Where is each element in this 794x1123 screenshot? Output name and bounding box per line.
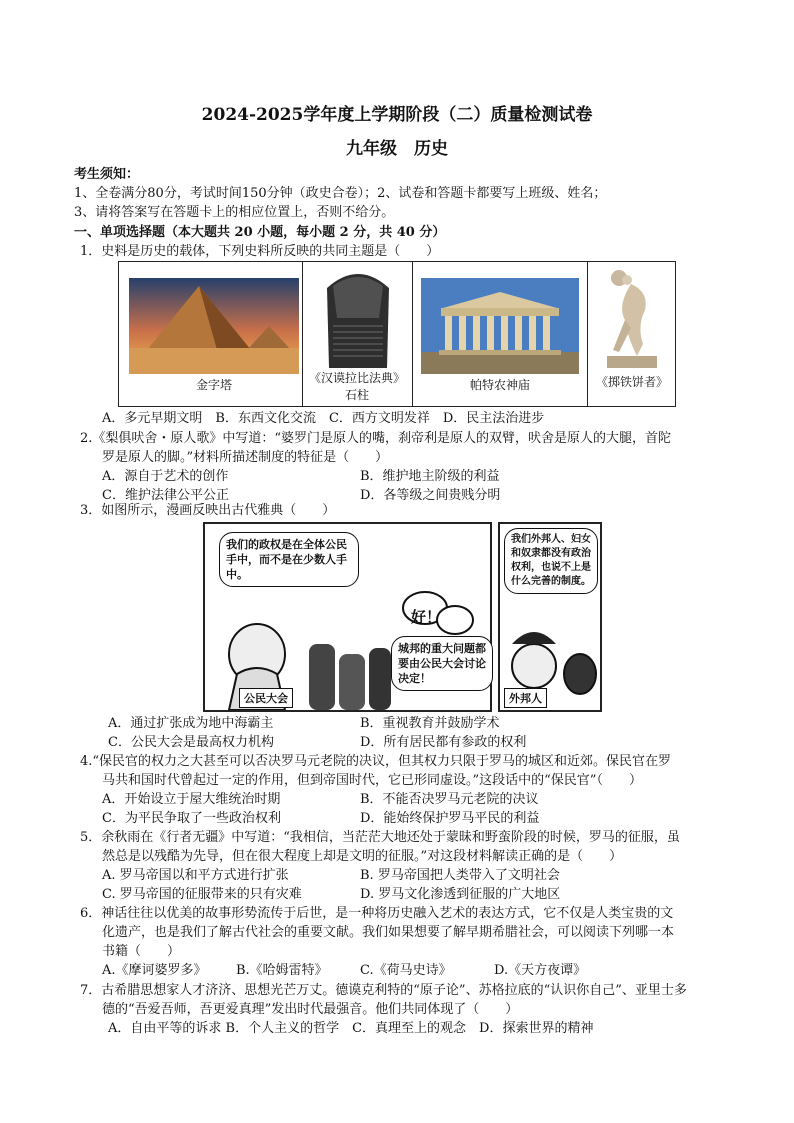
q5-stem-2: 然总是以残酷为先导，但在很大程度上却是文明的征服。”对这段材料解读正确的是（ ）	[102, 849, 623, 864]
cartoon-panel-1	[203, 522, 492, 712]
cartoon-panel-2	[498, 522, 602, 712]
notice-line-1: 1、全卷满分80分，考试时间150分钟（政史合卷）；2、试卷和答题卡都要写上班级、姓名；	[74, 186, 607, 201]
q6-stem-3: 书籍（ ）	[102, 944, 181, 959]
q1-stem: 1．史料是历史的载体，下列史料所反映的共同主题是（ ）	[80, 244, 440, 259]
q2-option-d: D．各等级之间贵贱分明	[360, 488, 501, 503]
caption-stele: 《汉谟拉比法典》石柱	[308, 371, 405, 402]
q6-stem-1: 6．神话往往以优美的故事形势流传于后世，是一种将历史融入艺术的表达方式，它不仅是人类宝贵的文	[80, 906, 674, 921]
page-title: 2024-2025学年度上学期阶段（二）质量检测试卷	[201, 105, 593, 125]
q7-stem-2: 德的“吾爱吾师，吾更爱真理”发出时代最强音。他们共同体现了（ ）	[102, 1002, 519, 1017]
q2-stem-1: 2.《梨俱吠舍・原人歌》中写道：“婆罗门是原人的嘴，刹帝利是原人的双臂，吠舍是原人的大腿，首陀	[80, 431, 672, 446]
q3-stem: 3．如图所示，漫画反映出古代雅典（ ）	[80, 503, 336, 518]
q5-option-d: D. 罗马文化渗透到征服的广大地区	[360, 887, 561, 902]
divider	[587, 262, 588, 406]
q5-option-c: C. 罗马帝国的征服带来的只有灾难	[102, 887, 302, 902]
speech-bubble-citizen: 我们的政权是在全体公民手中，而不是在少数人手中。	[219, 532, 359, 587]
q2-option-b: B．维护地主阶级的利益	[360, 469, 500, 484]
page-subtitle: 九年级 历史	[346, 139, 448, 159]
discobolus-image	[597, 266, 667, 372]
divider	[412, 262, 413, 406]
caption-pyramid: 金字塔	[195, 378, 232, 392]
label-assembly: 公民大会	[239, 688, 293, 708]
q4-stem-1: 4.“保民官的权力之大甚至可以否决罗马元老院的决议，但其权力只限于罗马的城区和近郊。保民官在罗	[80, 754, 672, 769]
q3-option-a: A．通过扩张成为地中海霸主	[108, 716, 274, 731]
speech-bubble-foreigner: 我们外邦人、妇女和奴隶都没有政治权利，也说不上是什么完善的制度。	[504, 528, 598, 594]
speech-bubble-assembly: 城邦的重大问题都要由公民大会讨论决定！	[391, 636, 493, 691]
q6-option-a: A.《摩诃婆罗多》	[102, 963, 207, 978]
speech-good: 好！	[411, 608, 442, 626]
q4-option-a: A．开始设立于屋大维统治时期	[102, 792, 281, 807]
q6-stem-2: 化遗产，也是我们了解古代社会的重要文献。我们如果想要了解早期希腊社会，可以阅读下列哪一本	[102, 925, 675, 940]
q7-stem-1: 7．古希腊思想家人才济济、思想光芒万丈。德谟克利特的“原子论”、苏格拉底的“认识你自己”、亚里士多	[80, 983, 687, 998]
q5-stem-1: 5．余秋雨在《行者无疆》中写道：“我相信，当茫茫大地还处于蒙昧和野蛮阶段的时候，罗马的征服，虽	[80, 830, 680, 845]
q5-option-b: B. 罗马帝国把人类带入了文明社会	[360, 868, 560, 883]
pyramid-image	[129, 278, 299, 374]
q3-option-c: C．公民大会是最高权力机构	[108, 735, 274, 750]
q5-option-a: A. 罗马帝国以和平方式进行扩张	[102, 868, 289, 883]
q6-option-c: C.《荷马史诗》	[360, 963, 452, 978]
parthenon-image	[421, 278, 579, 374]
q3-option-b: B．重视教育并鼓励学术	[360, 716, 500, 731]
q4-option-b: B．不能否决罗马元老院的决议	[360, 792, 539, 807]
q7-options: A．自由平等的诉求 B．个人主义的哲学 C．真理至上的观念 D．探索世界的精神	[108, 1021, 594, 1036]
q3-option-d: D．所有居民都有参政的权利	[360, 735, 527, 750]
q2-option-c: C．维护法律公平公正	[102, 488, 229, 503]
q2-option-a: A．源自于艺术的创作	[102, 469, 229, 484]
caption-parthenon: 帕特农神庙	[469, 378, 530, 392]
q6-option-d: D.《天方夜谭》	[494, 963, 587, 978]
label-foreigner: 外邦人	[504, 688, 547, 708]
q1-options: A．多元早期文明 B．东西文化交流 C．西方文明发祥 D．民主法治进步	[102, 411, 545, 426]
section-heading: 一、单项选择题（本大题共 20 小题，每小题 2 分，共 40 分）	[74, 225, 446, 240]
q1-figure	[118, 261, 676, 407]
notice-heading: 考生须知：	[74, 167, 140, 182]
divider	[302, 262, 303, 406]
q2-stem-2: 罗是原人的脚。”材料所描述制度的特征是（ ）	[102, 450, 389, 465]
q4-stem-2: 马共和国时代曾起过一定的作用，但到帝国时代，它已形同虚设。”这段话中的“保民官”（ ）	[102, 773, 642, 788]
q4-option-c: C．为平民争取了一些政治权利	[102, 811, 281, 826]
stele-image	[317, 268, 399, 368]
caption-discobolus: 《掷铁饼者》	[595, 375, 668, 389]
notice-line-2: 3、请将答案写在答题卡上的相应位置上，否则不给分。	[74, 205, 395, 220]
q4-option-d: D．能始终保护罗马平民的利益	[360, 811, 540, 826]
q6-option-b: B.《哈姆雷特》	[236, 963, 328, 978]
